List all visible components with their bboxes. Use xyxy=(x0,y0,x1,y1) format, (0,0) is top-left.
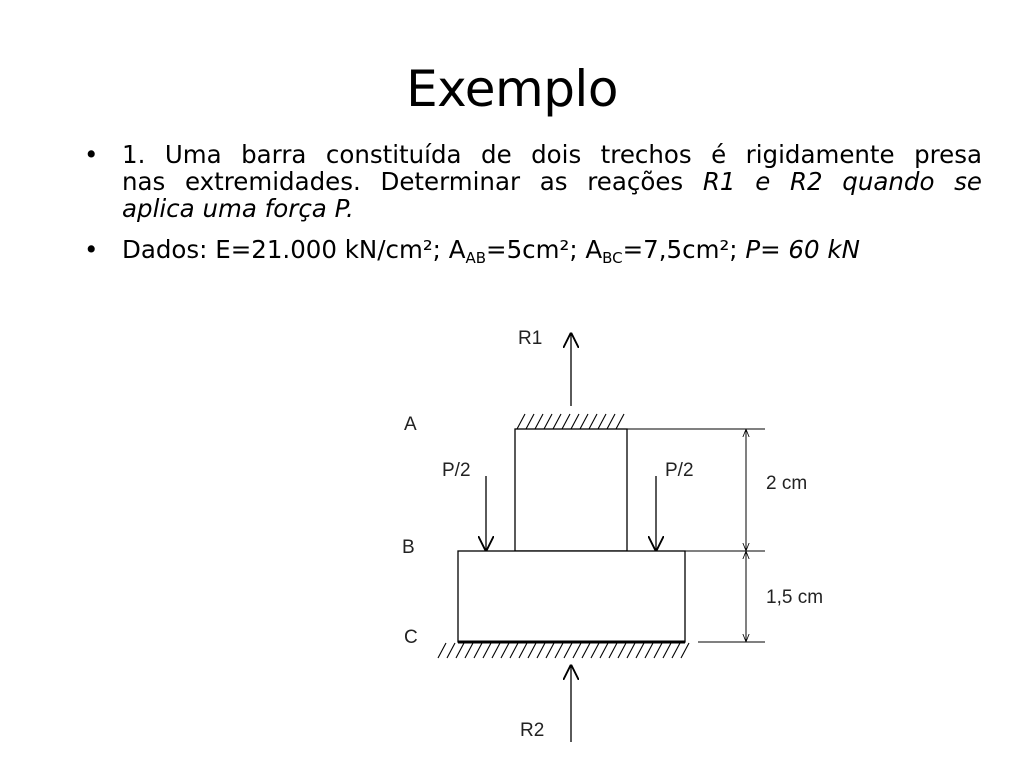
bullet-marker: • xyxy=(84,234,99,264)
top-fixed-support xyxy=(515,414,627,429)
bottom-fixed-support xyxy=(438,643,689,658)
bullet-given-data xyxy=(84,234,982,267)
label-point-b: B xyxy=(402,537,415,558)
label-point-c: C xyxy=(404,627,418,648)
data-prefix: Dados: E=21.000 kN/cm²; A xyxy=(122,234,466,264)
segment-bc xyxy=(458,551,685,642)
label-point-a: A xyxy=(404,414,417,435)
label-load-left: P/2 xyxy=(442,460,471,481)
subscript-bc: BC xyxy=(602,248,623,267)
bullet-problem-statement xyxy=(84,142,982,223)
problem-line-2-text: nas extremidades. Determinar as reações xyxy=(122,166,703,196)
bullet-list xyxy=(84,142,982,278)
label-load-right: P/2 xyxy=(665,460,694,481)
data-load-value: P= 60 kN xyxy=(745,234,860,264)
dimension-ab: 2 cm xyxy=(766,473,808,494)
label-r2: R2 xyxy=(520,720,545,741)
problem-line-2-italic: R1 e R2 quando se xyxy=(702,166,983,196)
problem-line-2 xyxy=(122,166,983,196)
bar-diagram xyxy=(380,318,860,758)
data-mid-2: =7,5cm²; xyxy=(622,234,746,264)
segment-ab xyxy=(515,429,627,551)
subscript-ab: AB xyxy=(465,248,487,267)
slide-title: Exemplo xyxy=(406,60,618,118)
problem-line-1: 1. Uma barra constituída de dois trechos é rigidamente presa xyxy=(122,140,982,169)
bullet-marker: • xyxy=(84,140,99,169)
label-r1: R1 xyxy=(518,328,543,349)
problem-line-3: aplica uma força P. xyxy=(122,193,354,223)
data-mid-1: =5cm²; A xyxy=(486,234,603,264)
dimension-bc: 1,5 cm xyxy=(766,587,824,608)
